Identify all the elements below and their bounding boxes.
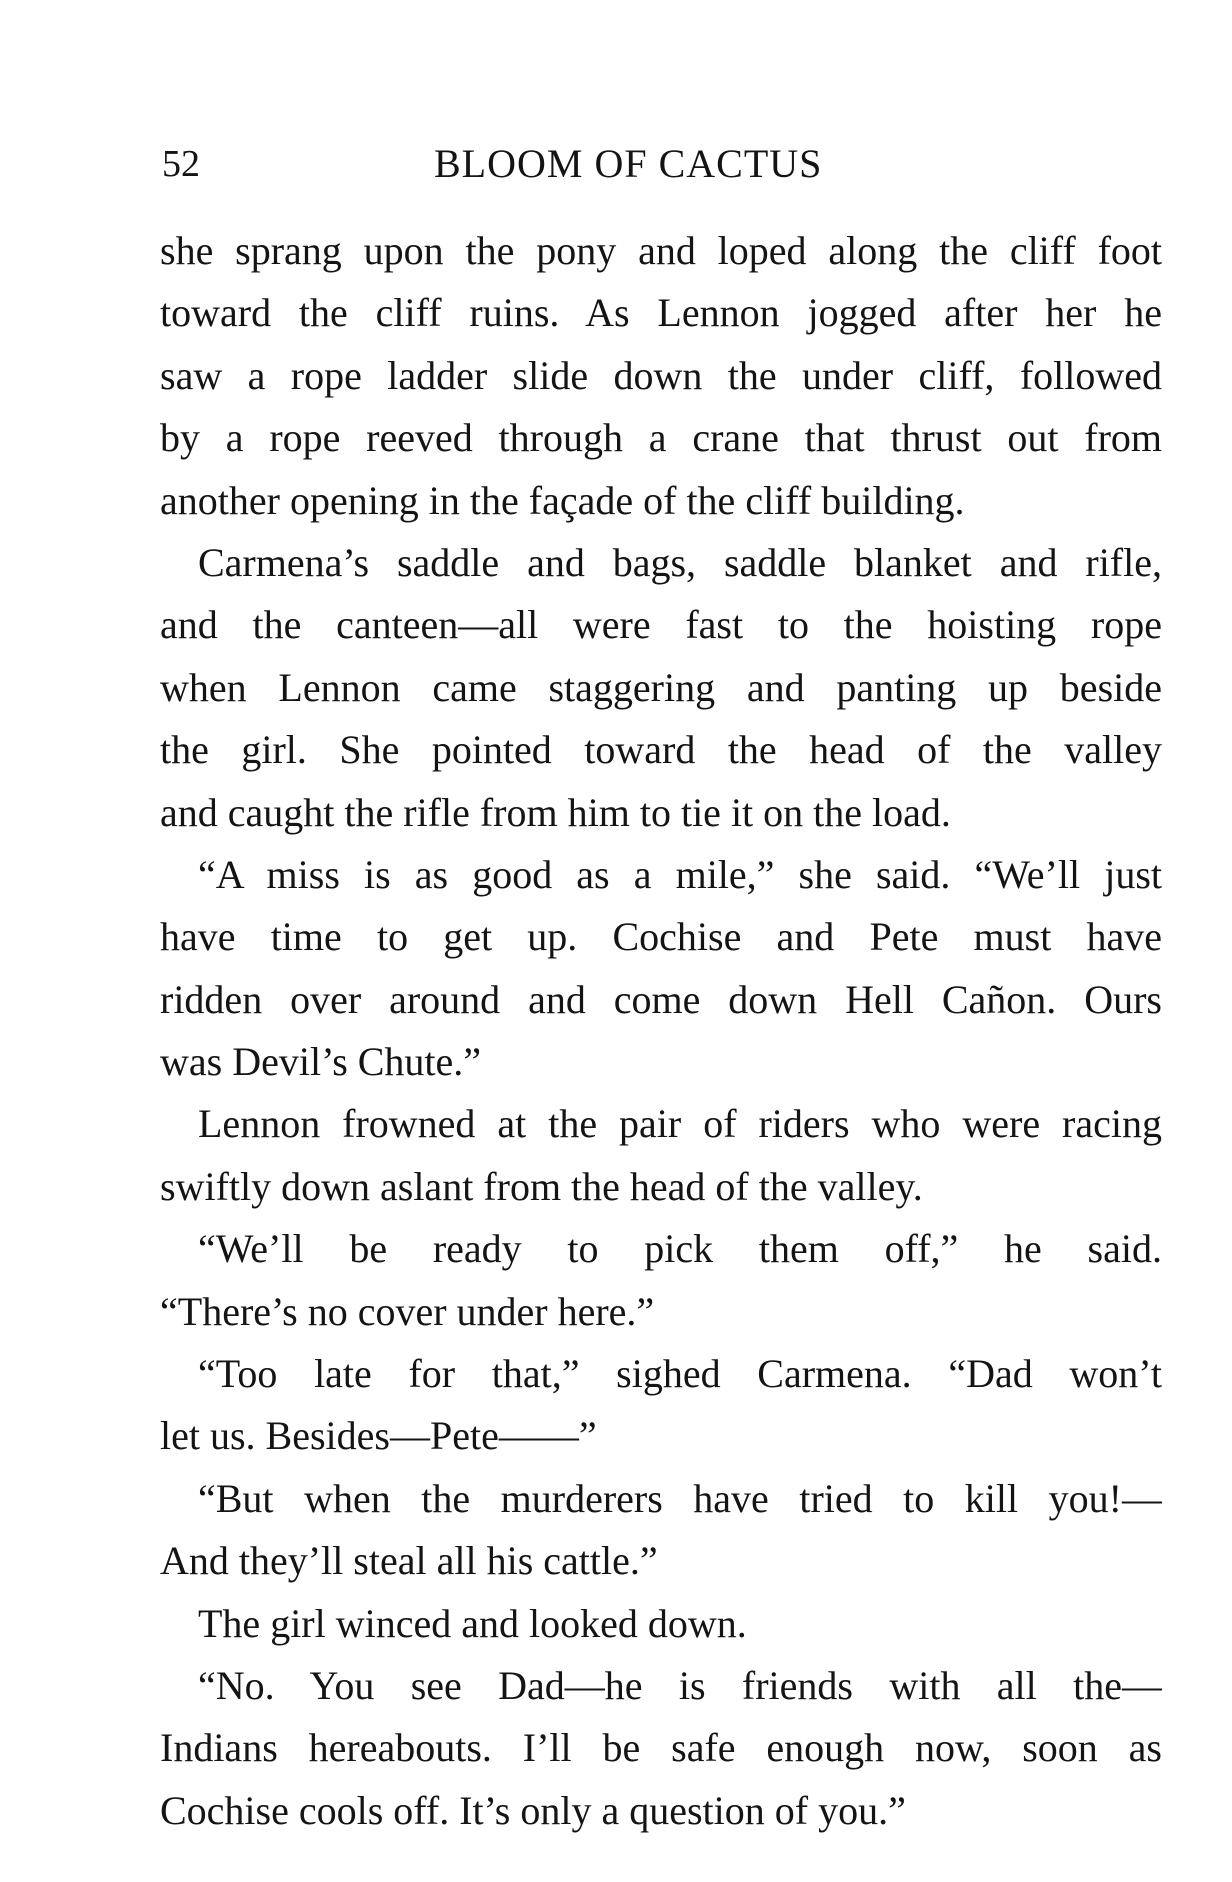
text-line: have time to get up. Cochise and Pete must have xyxy=(160,914,1162,960)
text-line: was Devil’s Chute.” xyxy=(160,1039,482,1085)
text-line: when Lennon came staggering and panting up beside xyxy=(160,664,1162,710)
text-line: saw a rope ladder slide down the under cliff, followed xyxy=(160,352,1162,398)
text-line: “No. You see Dad—he is friends with all the— xyxy=(198,1662,1162,1708)
text-line: another opening in the façade of the cliff building. xyxy=(160,477,965,523)
body-text xyxy=(160,220,1162,1842)
text-line: “But when the murderers have tried to kill you!— xyxy=(198,1475,1162,1521)
text-line: swiftly down aslant from the head of the valley. xyxy=(160,1163,923,1209)
text-line: ridden over around and come down Hell Cañon. Ours xyxy=(160,976,1162,1022)
text-line: the girl. She pointed toward the head of the valley xyxy=(160,727,1162,773)
text-line: let us. Besides—Pete——” xyxy=(160,1413,597,1459)
running-title: BLOOM OF CACTUS xyxy=(434,141,823,186)
text-line: Cochise cools off. It’s only a question of you.” xyxy=(160,1787,906,1833)
text-line: Lennon frowned at the pair of riders who were racing xyxy=(198,1101,1162,1147)
text-line: “A miss is as good as a mile,” she said. “We’ll just xyxy=(198,851,1162,897)
text-line: and caught the rifle from him to tie it on the load. xyxy=(160,789,951,835)
page-header xyxy=(162,138,1162,190)
text-line: by a rope reeved through a crane that thrust out from xyxy=(160,415,1162,461)
text-line: toward the cliff ruins. As Lennon jogged after her he xyxy=(160,290,1162,336)
text-line: And they’ll steal all his cattle.” xyxy=(160,1538,658,1584)
text-line: “We’ll be ready to pick them off,” he said. xyxy=(198,1226,1162,1272)
text-line: “There’s no cover under here.” xyxy=(160,1288,655,1334)
text-line: “Too late for that,” sighed Carmena. “Dad won’t xyxy=(198,1351,1162,1397)
text-line: Carmena’s saddle and bags, saddle blanket and rifle, xyxy=(198,539,1162,585)
page-number: 52 xyxy=(162,143,200,185)
text-line: she sprang upon the pony and loped along the cliff foot xyxy=(160,228,1162,273)
text-line: and the canteen—all were fast to the hoisting rope xyxy=(160,602,1162,648)
text-line: Indians hereabouts. I’ll be safe enough now, soon as xyxy=(160,1725,1162,1771)
text-line: The girl winced and looked down. xyxy=(198,1600,747,1646)
